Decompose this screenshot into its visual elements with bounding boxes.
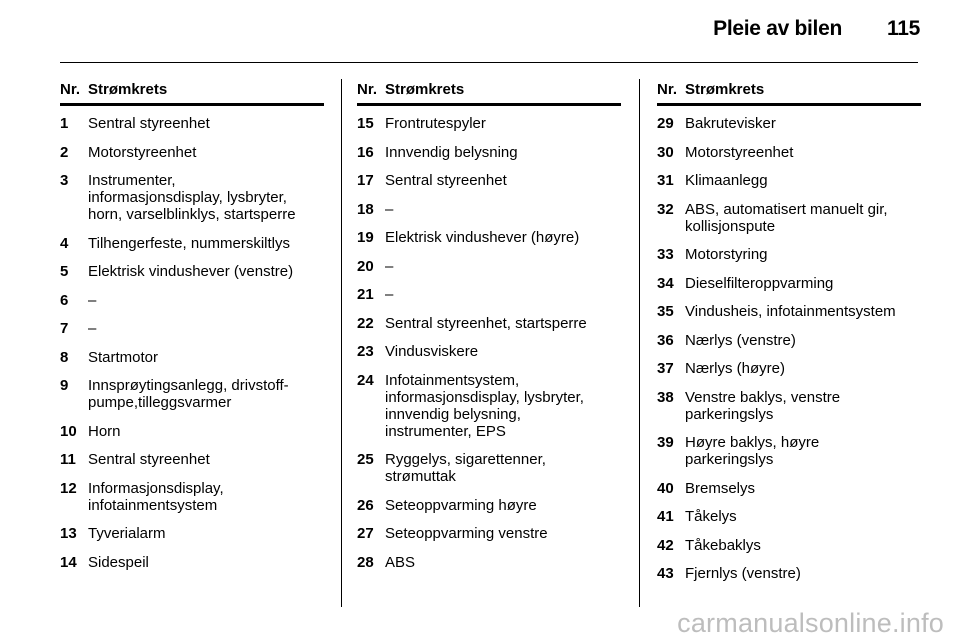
circuit-description: Vindusviskere	[385, 343, 479, 360]
fuse-number: 18	[357, 200, 374, 218]
circuit-description: Motorstyreenhet	[88, 143, 197, 161]
circuit-description: Instrumenter, informasjonsdisplay, lysbryter, horn, varselblinklys, startsperre	[88, 172, 296, 223]
column-divider	[341, 79, 342, 607]
table-row	[357, 525, 621, 542]
fuse-number: 3	[60, 172, 69, 189]
header-circuit: Strømkrets	[685, 81, 765, 98]
header-nr: Nr.	[357, 81, 378, 98]
table-row	[357, 144, 621, 161]
table-rows	[60, 115, 324, 571]
table-row	[357, 497, 621, 514]
table-row	[357, 451, 621, 485]
circuit-description: Infotainmentsystem, informasjonsdisplay, lysbryter, innvendig belysning, instrumenter, EPS	[385, 371, 584, 440]
circuit-description: Sentral styreenhet	[88, 115, 210, 132]
fuse-number: 21	[357, 286, 374, 303]
fuse-number: 36	[657, 331, 674, 349]
circuit-description: Tilhengerfeste, nummerskiltlys	[88, 234, 291, 252]
table-row	[657, 389, 921, 423]
table-row	[357, 554, 621, 571]
header-nr: Nr.	[657, 81, 678, 98]
table-row	[357, 172, 621, 189]
table-row	[60, 451, 324, 468]
circuit-description: Sentral styreenhet	[88, 451, 210, 468]
circuit-description: Tåkelys	[685, 508, 737, 525]
fuse-number: 7	[60, 320, 69, 337]
circuit-description: Venstre baklys, venstre parkeringslys	[685, 388, 841, 423]
fuse-number: 26	[357, 496, 374, 514]
table-row	[657, 332, 921, 349]
table-row	[357, 115, 621, 132]
fuse-number: 29	[657, 115, 674, 132]
circuit-description: Nærlys (venstre)	[685, 331, 796, 349]
header-circuit: Strømkrets	[88, 81, 168, 98]
table-row	[657, 144, 921, 161]
fuse-number: 5	[60, 263, 69, 280]
table-row	[657, 537, 921, 554]
table-row	[657, 172, 921, 189]
circuit-description: Tyverialarm	[88, 525, 166, 542]
table-row	[60, 235, 324, 252]
table-row	[357, 315, 621, 332]
fuse-number: 8	[60, 348, 69, 366]
circuit-description: Startmotor	[88, 348, 159, 366]
circuit-description: Innvendig belysning	[385, 143, 518, 161]
circuit-description: –	[385, 257, 394, 275]
fuse-number: 34	[657, 274, 674, 292]
fuse-number: 28	[357, 553, 374, 571]
circuit-description: Seteoppvarming venstre	[385, 525, 548, 542]
circuit-description: Motorstyring	[685, 246, 768, 263]
circuit-description: –	[88, 320, 97, 337]
fuse-number: 20	[357, 257, 374, 275]
fuse-table-column-3	[657, 80, 921, 594]
table-row	[657, 565, 921, 582]
circuit-description: Seteoppvarming høyre	[385, 496, 537, 514]
fuse-number: 13	[60, 525, 77, 542]
table-row	[60, 263, 324, 280]
table-row	[357, 372, 621, 440]
table-header	[60, 80, 324, 106]
circuit-description: Elektrisk vindushever (høyre)	[385, 229, 580, 246]
fuse-number: 43	[657, 565, 674, 582]
fuse-number: 35	[657, 303, 674, 320]
fuse-number: 6	[60, 291, 69, 309]
fuse-number: 37	[657, 360, 674, 377]
fuse-number: 24	[357, 371, 374, 389]
fuse-number: 19	[357, 229, 374, 246]
table-row	[60, 144, 324, 161]
table-row	[357, 343, 621, 360]
table-row	[657, 303, 921, 320]
circuit-description: Bremselys	[685, 479, 756, 497]
fuse-number: 38	[657, 388, 674, 406]
fuse-number: 2	[60, 143, 69, 161]
table-row	[657, 434, 921, 468]
table-row	[657, 480, 921, 497]
circuit-description: Frontrutespyler	[385, 115, 486, 132]
page-number: 115	[887, 17, 920, 40]
table-rows	[357, 115, 621, 571]
circuit-description: Horn	[88, 422, 121, 440]
fuse-number: 41	[657, 508, 674, 525]
fuse-number: 22	[357, 314, 374, 332]
circuit-description: Fjernlys (venstre)	[685, 565, 801, 582]
table-header	[657, 80, 921, 106]
fuse-number: 1	[60, 115, 69, 132]
table-row	[60, 172, 324, 223]
circuit-description: Sentral styreenhet, startsperre	[385, 314, 587, 332]
table-row	[657, 201, 921, 235]
fuse-number: 14	[60, 553, 77, 571]
table-row	[357, 286, 621, 303]
fuse-number: 11	[60, 451, 76, 468]
table-row	[657, 360, 921, 377]
circuit-description: –	[385, 286, 394, 303]
circuit-description: –	[88, 291, 97, 309]
fuse-number: 32	[657, 200, 674, 218]
table-row	[357, 229, 621, 246]
circuit-description: Nærlys (høyre)	[685, 360, 785, 377]
fuse-number: 27	[357, 525, 374, 542]
fuse-number: 42	[657, 536, 674, 554]
table-header	[357, 80, 621, 106]
fuse-number: 15	[357, 115, 374, 132]
fuse-number: 4	[60, 234, 69, 252]
fuse-number: 31	[657, 172, 674, 189]
circuit-description: Vindusheis, infotainmentsystem	[685, 303, 896, 320]
table-row	[60, 377, 324, 411]
fuse-number: 40	[657, 479, 674, 497]
fuse-table-column-2	[357, 80, 621, 582]
header-circuit: Strømkrets	[385, 81, 465, 98]
circuit-description: Sidespeil	[88, 553, 149, 571]
circuit-description: Innsprøytingsanlegg, drivstoff- pumpe,tilleggsvarmer	[88, 377, 289, 411]
fuse-number: 25	[357, 451, 374, 468]
circuit-description: Bakrutevisker	[685, 115, 776, 132]
table-row	[657, 115, 921, 132]
fuse-number: 33	[657, 246, 674, 263]
fuse-number: 17	[357, 172, 374, 189]
circuit-description: Informasjonsdisplay, infotainmentsystem	[88, 479, 224, 514]
fuse-number: 16	[357, 143, 374, 161]
circuit-description: –	[385, 200, 394, 218]
circuit-description: Klimaanlegg	[685, 172, 768, 189]
circuit-description: Sentral styreenhet	[385, 172, 507, 189]
table-row	[60, 554, 324, 571]
fuse-number: 10	[60, 422, 77, 440]
fuse-number: 9	[60, 377, 69, 394]
page-header	[0, 0, 960, 62]
header-nr: Nr.	[60, 81, 81, 98]
fuse-number: 30	[657, 143, 674, 161]
header-divider	[60, 62, 918, 63]
table-row	[60, 525, 324, 542]
table-row	[60, 480, 324, 514]
fuse-table-column-1	[60, 80, 324, 582]
circuit-description: ABS, automatisert manuelt gir, kollisjonspute	[685, 200, 888, 235]
column-divider	[639, 79, 640, 607]
watermark: carmanualsonline.info	[677, 608, 944, 638]
circuit-description: Høyre baklys, høyre parkeringslys	[685, 434, 820, 468]
page-title: Pleie av bilen	[713, 17, 842, 40]
table-row	[60, 320, 324, 337]
table-row	[60, 292, 324, 309]
table-row	[357, 201, 621, 218]
circuit-description: ABS	[385, 553, 416, 571]
fuse-number: 12	[60, 479, 77, 497]
table-row	[60, 115, 324, 132]
circuit-description: Tåkebaklys	[685, 536, 761, 554]
table-rows	[657, 115, 921, 582]
table-row	[657, 246, 921, 263]
circuit-description: Elektrisk vindushever (venstre)	[88, 263, 294, 280]
circuit-description: Dieselfilteroppvarming	[685, 274, 834, 292]
table-row	[657, 275, 921, 292]
table-row	[60, 423, 324, 440]
fuse-number: 23	[357, 343, 374, 360]
circuit-description: Motorstyreenhet	[685, 143, 794, 161]
table-row	[357, 258, 621, 275]
circuit-description: Ryggelys, sigarettenner, strømuttak	[385, 451, 546, 485]
table-row	[60, 349, 324, 366]
table-row	[657, 508, 921, 525]
fuse-number: 39	[657, 434, 674, 451]
